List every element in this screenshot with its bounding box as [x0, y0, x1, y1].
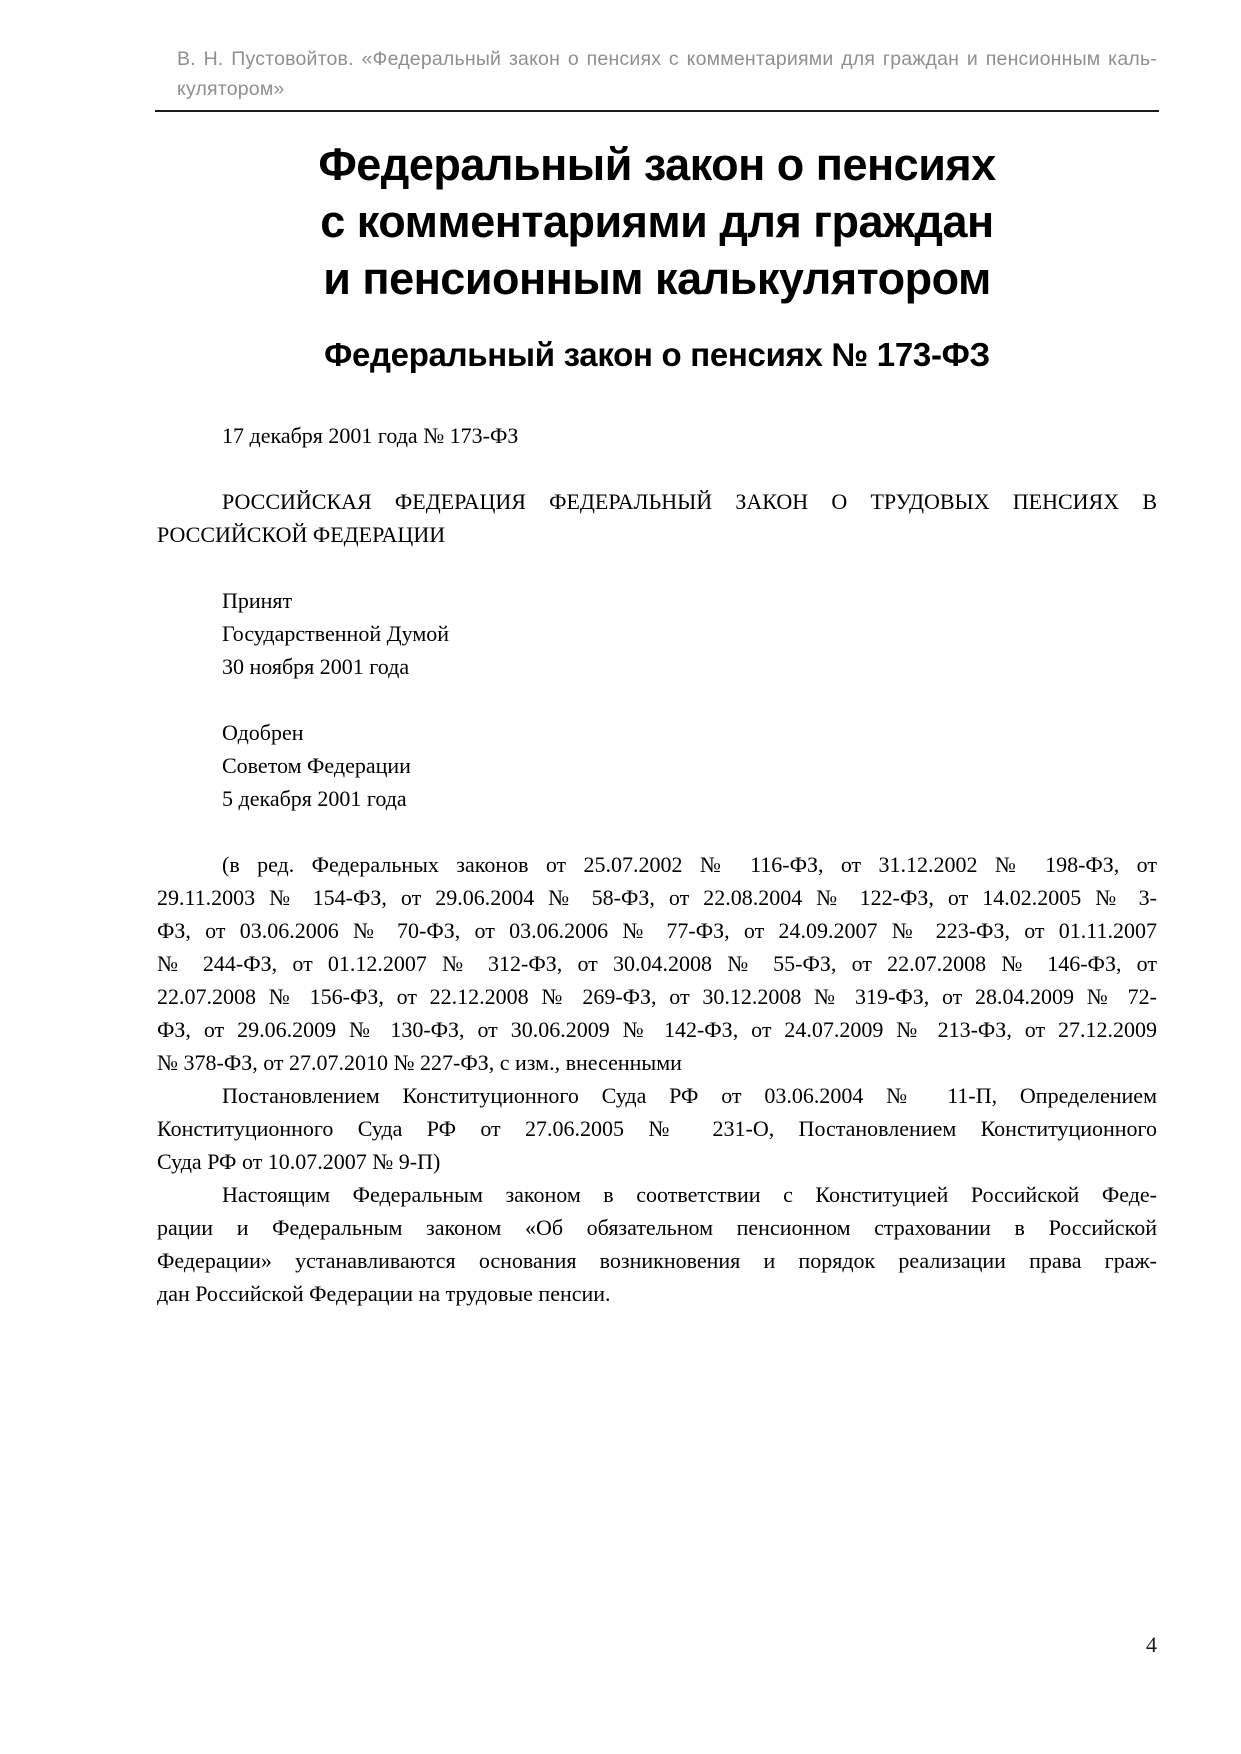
law-name-paragraph [157, 485, 1157, 551]
text-line: Советом Федерации [222, 753, 411, 778]
book-title-line: с комментариями для граждан [320, 196, 994, 247]
text-line: 22.07.2008 № 156-ФЗ, от 22.12.2008 № 269-ФЗ, от 30.12.2008 № 319-ФЗ, от 28.04.2009 № 72- [157, 984, 1157, 1009]
preamble-paragraph [157, 1178, 1157, 1310]
amendments-paragraph [157, 848, 1157, 1079]
text-line: дан Российской Федерации на трудовые пенсии. [157, 1281, 611, 1306]
text-line: 5 декабря 2001 года [222, 786, 407, 811]
text-line: № 244-ФЗ, от 01.12.2007 № 312-ФЗ, от 30.04.2008 № 55-ФЗ, от 22.07.2008 № 146-ФЗ, от [157, 951, 1157, 976]
text-line: рации и Федеральным законом «Об обязательном пенсионном страховании в Российской [157, 1215, 1157, 1240]
running-header-line: В. Н. Пустовойтов. «Федеральный закон о пенсиях с комментариями для граждан и пенсионным каль- [177, 48, 1157, 70]
text-line: Настоящим Федеральным законом в соответствии с Конституцией Российской Феде- [222, 1182, 1157, 1207]
text-line: Государственной Думой [222, 621, 450, 646]
running-header [157, 0, 1157, 104]
text-line: ФЗ, от 29.06.2009 № 130-ФЗ, от 30.06.2009 № 142-ФЗ, от 24.07.2009 № 213-ФЗ, от 27.12.2009 [157, 1017, 1157, 1042]
text-line: Конституционного Суда РФ от 27.06.2005 № 231-О, Постановлением Конституционного [157, 1116, 1157, 1141]
text-line: 29.11.2003 № 154-ФЗ, от 29.06.2004 № 58-ФЗ, от 22.08.2004 № 122-ФЗ, от 14.02.2005 № 3- [157, 885, 1157, 910]
book-title [157, 136, 1157, 307]
text-line: Федерации» устанавливаются основания возникновения и порядок реализации права граж- [157, 1248, 1157, 1273]
book-title-line: и пенсионным калькулятором [323, 253, 991, 304]
rulings-paragraph [157, 1079, 1157, 1178]
text-line: Постановлением Конституционного Суда РФ от 03.06.2004 № 11-П, Определением [222, 1083, 1157, 1108]
text-line: Суда РФ от 10.07.2007 № 9-П) [157, 1149, 441, 1174]
chapter-title: Федеральный закон о пенсиях № 173-ФЗ [324, 336, 990, 373]
text-line: ФЗ, от 03.06.2006 № 70-ФЗ, от 03.06.2006 № 77-ФЗ, от 24.09.2007 № 223-ФЗ, от 01.11.2007 [157, 918, 1157, 943]
page-number: 4 [1146, 1632, 1157, 1657]
book-title-line: Федеральный закон о пенсиях [318, 139, 996, 190]
text-line: РОССИЙСКОЙ ФЕДЕРАЦИИ [157, 522, 446, 547]
text-line: Принят [222, 588, 293, 613]
approved-block [157, 716, 1157, 815]
body-text [157, 419, 1157, 1310]
adopted-block [157, 584, 1157, 683]
text-line: РОССИЙСКАЯ ФЕДЕРАЦИЯ ФЕДЕРАЛЬНЫЙ ЗАКОН О ТРУДОВЫХ ПЕНСИЯХ В [222, 489, 1157, 514]
text-line: 30 ноября 2001 года [222, 654, 410, 679]
text-line: Одобрен [222, 720, 304, 745]
page-content [157, 0, 1157, 1310]
text-line: (в ред. Федеральных законов от 25.07.2002 № 116-ФЗ, от 31.12.2002 № 198-ФЗ, от [222, 852, 1157, 877]
header-divider [155, 110, 1159, 112]
text-line: № 378-ФЗ, от 27.07.2010 № 227-ФЗ, с изм., внесенными [157, 1050, 682, 1075]
date-paragraph [157, 419, 1157, 452]
text-line: 17 декабря 2001 года № 173-ФЗ [222, 423, 519, 448]
running-header-line: кулятором» [177, 78, 285, 100]
